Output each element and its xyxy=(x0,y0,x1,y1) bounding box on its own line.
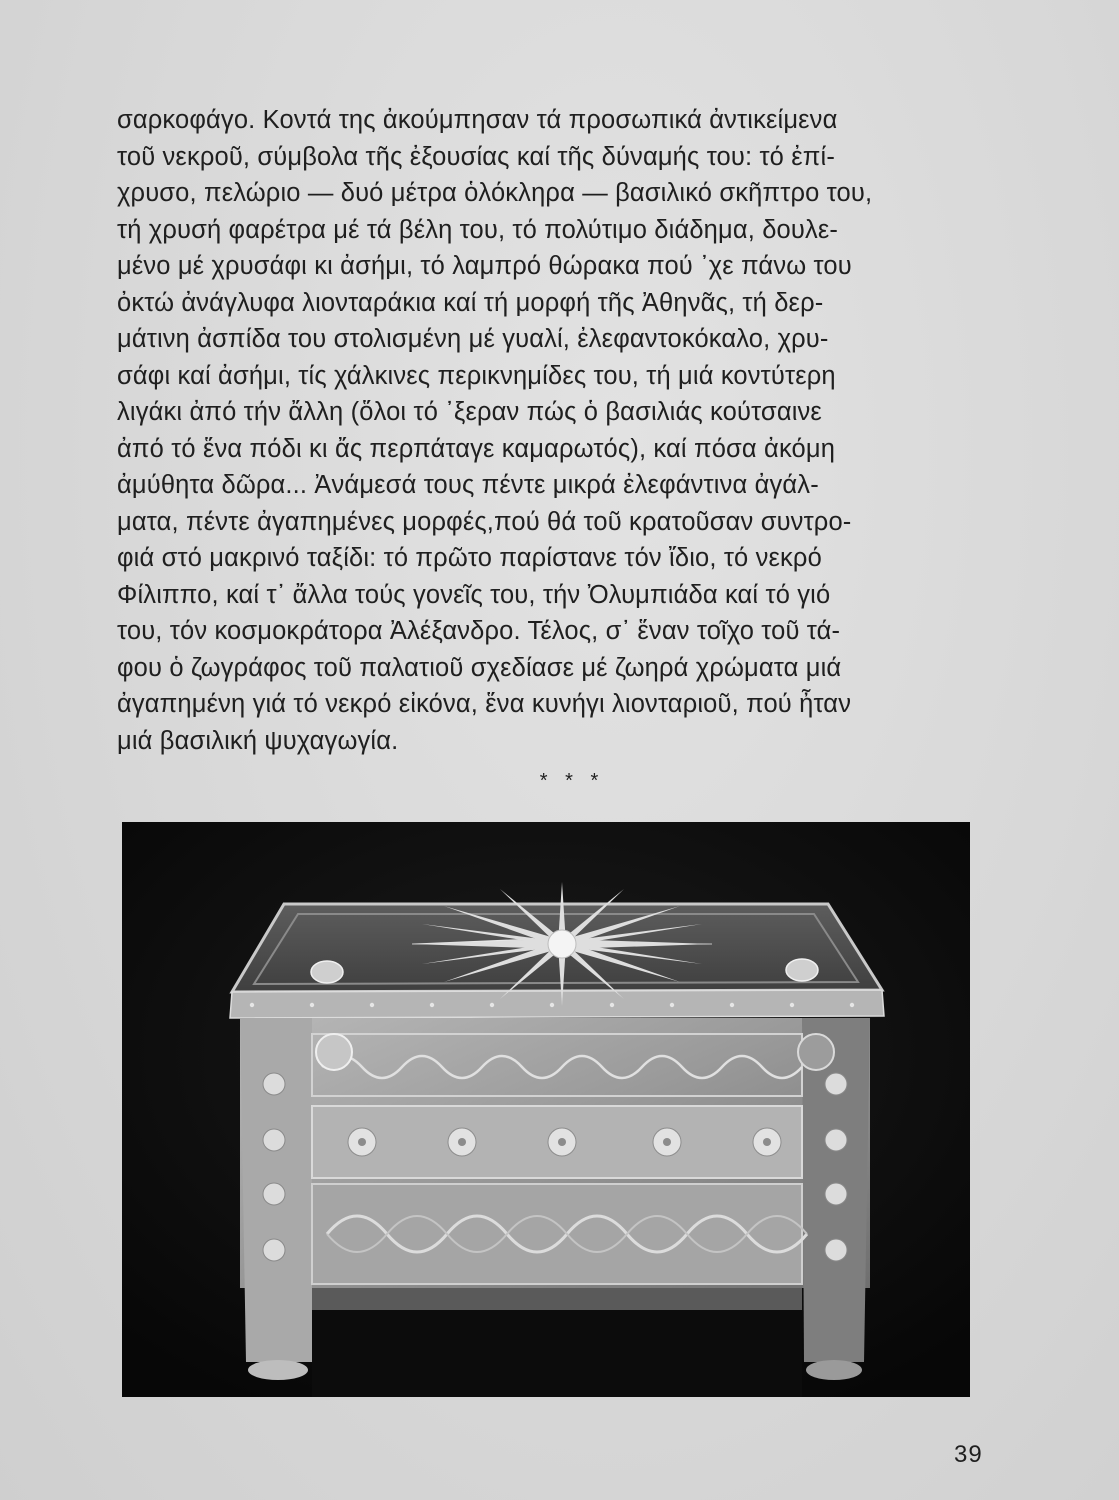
text-line: σάφι καί ἀσήμι, τίς χάλκινες περικνημίδες του, τή μιά κοντύτερη xyxy=(117,361,836,390)
lid-knob xyxy=(311,961,343,983)
body-text xyxy=(117,102,967,759)
text-line: ὀκτώ ἀνάγλυφα λιονταράκια καί τή μορφή τῆς Ἀθηνᾶς, τή δερ- xyxy=(117,288,824,317)
lid-knob xyxy=(786,959,818,981)
text-line: μένο μέ χρυσάφι κι ἀσήμι, τό λαμπρό θώρακα πού ᾽χε πάνω του xyxy=(117,252,852,280)
text-line: φιά στό μακρινό ταξίδι: τό πρῶτο παρίστανε τόν ἴδιο, τό νεκρό xyxy=(117,544,822,572)
text-line: τοῦ νεκροῦ, σύμβολα τῆς ἐξουσίας καί τῆς δύναμής του: τό ἐπί- xyxy=(117,142,835,171)
text-line: Φίλιππο, καί τ᾽ ἄλλα τούς γονεῖς του, τήν Ὀλυμπιάδα καί τό γιό xyxy=(117,580,831,609)
text-line: μάτινη ἀσπίδα του στολισμένη μέ γυαλί, ἐλεφαντοκόκαλο, χρυ- xyxy=(117,325,829,353)
text-line: φου ὁ ζωγράφος τοῦ παλατιοῦ σχεδίασε μέ ζωηρά χρώματα μιά xyxy=(117,653,842,682)
golden-larnax-illustration xyxy=(122,822,970,1397)
lion-paw-foot xyxy=(248,1360,308,1380)
text-line: ἀπό τό ἕνα πόδι κι ἄς περπάταγε καμαρωτός), καί πόσα ἀκόμη xyxy=(117,434,836,463)
text-line: τή χρυσή φαρέτρα μέ τά βέλη του, τό πολύτιμο διάδημα, δουλε- xyxy=(117,215,839,244)
text-line: χρυσο, πελώριο — δυό μέτρα ὁλόκληρα — βασιλικό σκῆπτρο του, xyxy=(117,179,873,207)
lion-paw-foot xyxy=(806,1360,862,1380)
text-line: ἀγαπημένη γιά τό νεκρό εἰκόνα, ἕνα κυνήγι λιονταριοῦ, πού ἦταν xyxy=(117,690,852,718)
page-number: 39 xyxy=(954,1441,983,1468)
text-line: μιά βασιλική ψυχαγωγία. xyxy=(117,726,399,755)
larnax-photograph xyxy=(122,822,970,1397)
text-line: του, τόν κοσμοκράτορα Ἀλέξανδρο. Τέλος, σ᾽ ἕναν τοῖχο τοῦ τά- xyxy=(117,617,841,645)
text-line: ματα, πέντε ἀγαπημένες μορφές,πού θά τοῦ κρατοῦσαν συντρο- xyxy=(117,507,852,536)
medallion xyxy=(316,1034,352,1070)
text-line: λιγάκι ἀπό τήν ἄλλη (ὅλοι τό ᾽ξεραν πώς ὁ βασιλιάς κούτσαινε xyxy=(117,398,822,426)
medallion xyxy=(798,1034,834,1070)
section-separator: * * * xyxy=(539,770,605,792)
text-line: σαρκοφάγο. Κοντά της ἀκούμπησαν τά προσωπικά ἀντικείμενα xyxy=(117,106,838,134)
text-line: ἀμύθητα δῶρα... Ἀνάμεσά τους πέντε μικρά ἐλεφάντινα ἀγάλ- xyxy=(117,471,819,499)
